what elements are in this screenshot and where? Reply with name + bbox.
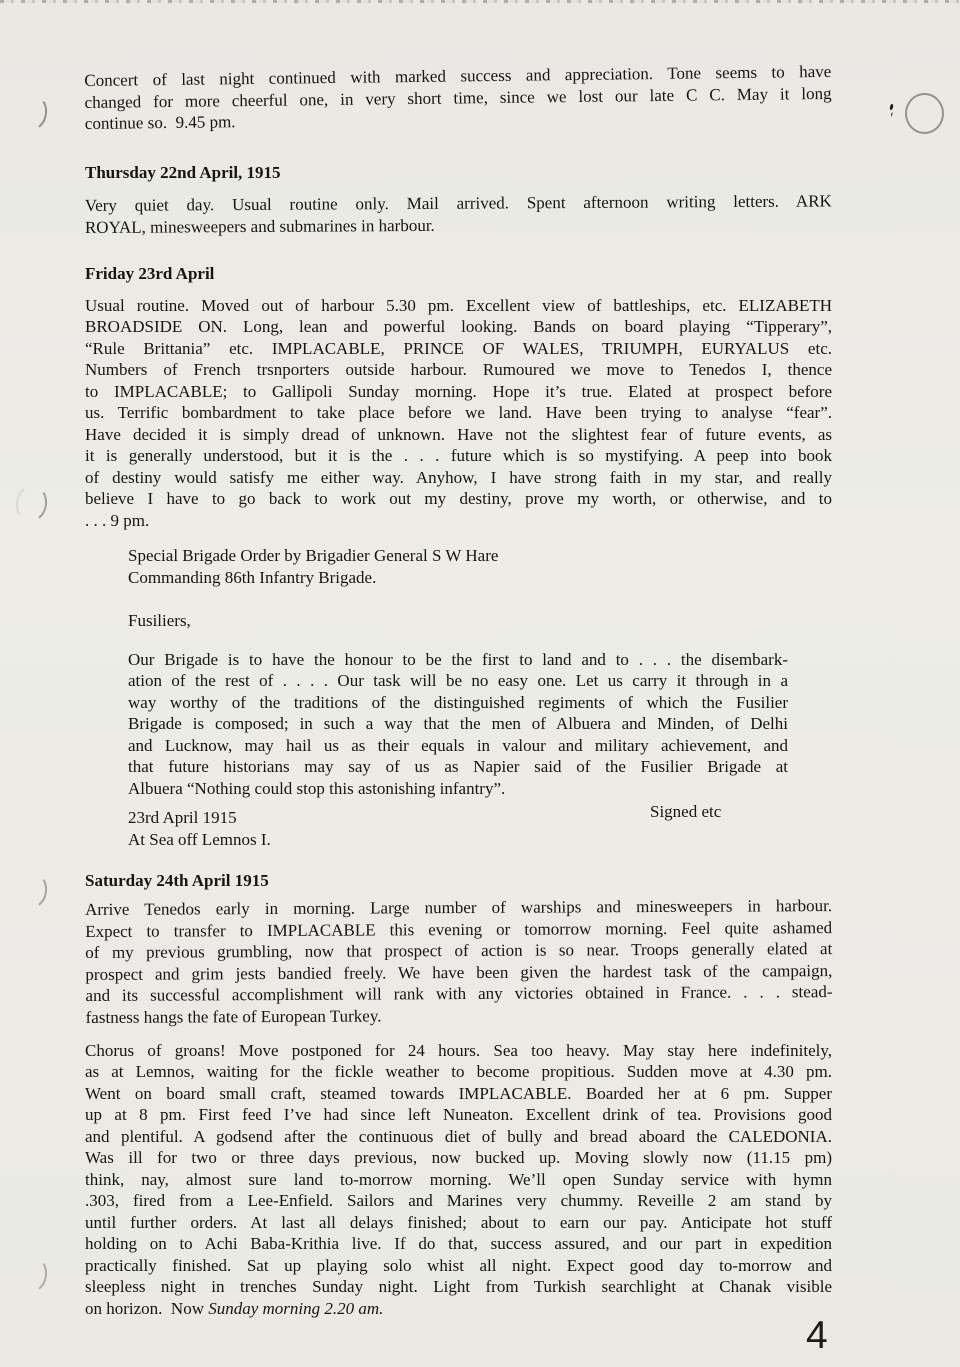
text-line: Numbers of French trsnporters outside harbour. Rumoured we move to Tenedos I, thence — [85, 360, 832, 379]
text-line: .303, fired from a Lee-Enfield. Sailors and Marines very chummy. Reveille 2 am stand by — [85, 1191, 832, 1210]
paragraph-saturday-1 — [85, 895, 833, 1028]
text-line: of destiny would satisfy me either way. Anyhow, I have strong faith in my star, and really — [85, 467, 832, 487]
scan-edge-artifact — [0, 0, 960, 3]
ink-speck — [889, 104, 893, 111]
text-line: think, nay, almost sure land to-morrow morning. We’ll open Sunday service with hymn — [85, 1169, 832, 1189]
brigade-order — [128, 545, 832, 850]
text-line: Have decided it is simply dread of unknown. Have not the slightest fear of future events, as — [85, 424, 832, 444]
text-line: to IMPLACABLE; to Gallipoli Sunday morning. Hope it’s true. Elated at prospect before — [85, 381, 832, 401]
text-line: continue so. 9.45 pm. — [84, 112, 236, 134]
text-line: Was ill for two or three days previous, now bucked up. Moving slowly now (11.15 pm) — [85, 1148, 832, 1167]
text-line: Concert of last night continued with marked success and appreciation. Tone seems to have — [84, 61, 832, 91]
text-line: sleepless night in trenches Sunday night. Light from Turkish searchlight at Chanak visible — [85, 1277, 832, 1296]
text-line — [85, 1298, 832, 1320]
text-line: and Lucknow, may hail us as their equals in valour and military achievement, and — [128, 735, 788, 755]
hole-punch-circle — [905, 93, 944, 134]
binder-punch-mark — [13, 870, 50, 912]
text-line: Arrive Tenedos early in morning. Large number of warships and minesweepers in harbour. — [85, 895, 833, 919]
text-line: . . . 9 pm. — [85, 510, 150, 530]
heading-friday-23rd-april: Friday 23rd April — [85, 264, 215, 283]
binder-punch-mark — [13, 1254, 50, 1296]
text-line: Expect to transfer to IMPLACABLE this evening or tomorrow morning. Feel quite ashamed — [85, 917, 833, 940]
text-line: prospect and grim jests bandied freely. We have been given the hardest task of the campaign, — [85, 960, 833, 983]
text-line: and its successful accomplishment will rank with any victories obtained in France. . . . stead- — [85, 981, 833, 1005]
text-line: Very quiet day. Usual routine only. Mail arrived. Spent afternoon writing letters. ARK — [84, 191, 832, 216]
paragraph-concert — [84, 61, 832, 135]
text-line: Special Brigade Order by Brigadier General S W Hare — [128, 546, 499, 565]
text-line: up at 8 pm. First feed I’ve had since left Nuneaton. Excellent drink of tea. Provisions good — [85, 1105, 832, 1124]
paragraph-saturday-2 — [85, 1040, 832, 1320]
paragraph-thursday — [85, 190, 832, 238]
text-line: Albuera “Nothing could stop this astonishing infantry”. — [128, 778, 506, 798]
text-line: Brigade is composed; in such a way that the men of Albuera and Minden, of Delhi — [128, 714, 788, 733]
page-content — [84, 61, 833, 1319]
text-line: as at Lemnos, waiting for the fickle weather to become propitious. Sudden move at 4.30 pm. — [85, 1062, 832, 1081]
signed-note: Signed etc — [650, 802, 722, 821]
page-number: 4 — [806, 1314, 829, 1357]
paragraph-friday — [85, 295, 832, 532]
text-line: Went on board small craft, steamed towards IMPLACABLE. Boarded her at 6 pm. Supper — [85, 1083, 832, 1103]
text-line: changed for more cheerful one, in very short time, since we lost our late C C. May it long — [84, 83, 832, 112]
text-line: that future historians may say of us as Napier said of the Fusilier Brigade at — [128, 757, 788, 776]
brigade-order-body — [128, 649, 788, 800]
text-line: BROADSIDE ON. Long, lean and powerful looking. Bands on board playing “Tipperary”, — [85, 317, 832, 336]
text-line: of my previous grumbling, now that prospect of action is so near. Troops generally elated at — [85, 938, 833, 962]
heading-saturday-24th-april: Saturday 24th April 1915 — [85, 871, 269, 890]
text-line: holding on to Achi Baba-Krithia live. If do that, success assured, and our part in expedition — [85, 1234, 832, 1253]
text-segment: on horizon. Now — [85, 1298, 209, 1318]
text-line: us. Terrific bombardment to take place before we land. Have been trying to analyse “fear”. — [85, 403, 832, 422]
signature-date: 23rd April 1915 — [128, 808, 237, 827]
signature-place: At Sea off Lemnos I. — [128, 829, 271, 849]
text-line: way worthy of the traditions of the distinguished regiments of which the Fusilier — [128, 692, 788, 712]
text-line: Usual routine. Moved out of harbour 5.30 pm. Excellent view of battleships, etc. ELIZABETH — [85, 295, 832, 315]
text-line: it is generally understood, but it is the . . . future which is so mystifying. A peep into book — [85, 446, 832, 465]
text-line: and plentiful. A godsend after the continuous diet of bully and bread aboard the CALEDONIA. — [85, 1126, 832, 1146]
signature-block — [128, 802, 832, 850]
binder-punch-mark — [13, 483, 50, 525]
text-line: Chorus of groans! Move postponed for 24 hours. Sea too heavy. May stay here indefinitely, — [85, 1040, 832, 1060]
text-line: “Rule Brittania” etc. IMPLACABLE, PRINCE OF WALES, TRIUMPH, EURYALUS etc. — [85, 338, 832, 358]
brigade-order-header — [128, 545, 832, 588]
text-line: practically finished. Sat up playing solo whist all night. Expect good day to-morrow and — [85, 1255, 832, 1275]
italic-text-segment: Sunday morning 2.20 am. — [208, 1298, 384, 1318]
text-line: ation of the rest of . . . . Our task will be no easy one. Let us carry it through in a — [128, 671, 788, 690]
binder-punch-mark — [13, 92, 50, 134]
brigade-order-salutation: Fusiliers, — [128, 611, 191, 630]
text-line: believe I have to go back to work out my destiny, prove my worth, or otherwise, and to — [85, 489, 832, 508]
text-line: fastness hangs the fate of European Turkey. — [85, 1005, 382, 1026]
text-line: until further orders. At last all delays finished; about to earn our pay. Anticipate hot stuff — [85, 1212, 832, 1232]
text-line: Our Brigade is to have the honour to be the first to land and to . . . the disembark- — [128, 649, 788, 669]
text-line: Commanding 86th Infantry Brigade. — [128, 567, 377, 587]
text-line: ROYAL, minesweepers and submarines in harbour. — [84, 215, 435, 237]
heading-thursday-22nd-april: Thursday 22nd April, 1915 — [85, 162, 281, 182]
